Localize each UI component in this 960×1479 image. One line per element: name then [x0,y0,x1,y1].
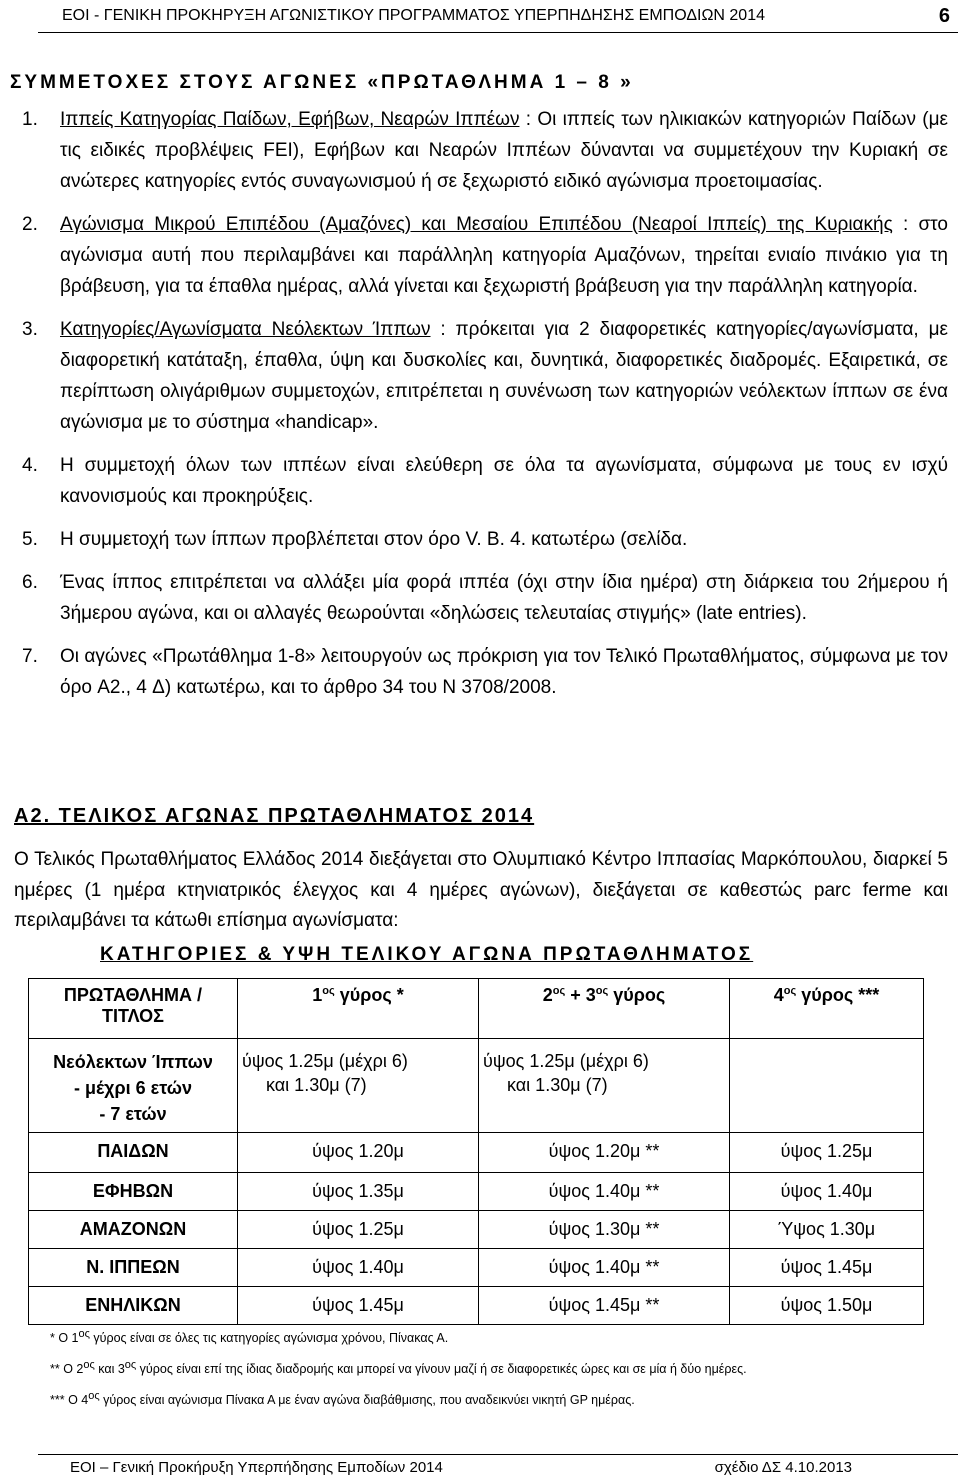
footnote-sup: ος [83,1359,95,1372]
table-row [29,1039,924,1133]
table-row [29,1133,924,1173]
row-label: Ν. ΙΠΠΕΩΝ [29,1249,238,1287]
footnote-text: γύρος είναι επί της ίδιας διαδρομής και μπορεί να γίνουν μαζί ή σε διαφορετικές ώρες και σε μία ή δύο ημέρες. [136,1362,747,1377]
table-row [29,1211,924,1249]
footnote-2 [50,1359,747,1376]
item-text [60,314,948,438]
table-cell [238,1039,479,1133]
row-label: ΕΦΗΒΩΝ [29,1173,238,1211]
list-item-7 [22,641,948,703]
item-number: 3. [22,319,38,340]
table-row [29,1249,924,1287]
list-item-5 [22,524,948,555]
categories-table [28,978,924,1325]
item-number: 6. [22,572,38,593]
table-cell: ύψος 1.25μ [730,1133,924,1173]
table-footnotes [50,1328,747,1421]
table-cell: ύψος 1.25μ [238,1211,479,1249]
column-header-title [29,979,238,1039]
item-text [60,104,948,197]
row-label: ΑΜΑΖΟΝΩΝ [29,1211,238,1249]
table-header-row [29,979,924,1039]
row-label: ΠΑΙΔΩΝ [29,1133,238,1173]
list-item-1 [22,104,948,197]
list-item-3 [22,314,948,438]
footnote-text: γύρος είναι αγώνισμα Πίνακα Α με έναν αγώνα διαβάθμισης, που αναδεικνύει νικητή GP ημέρας. [99,1393,635,1408]
item-lead: Κατηγορίες/Αγωνίσματα Νεόλεκτων Ίππων [60,319,431,340]
item-number: 1. [22,109,38,130]
header-text: γύρος * [334,985,404,1005]
row-label-line: Νεόλεκτων Ίππων [53,1052,213,1072]
column-header-round-4 [730,979,924,1039]
cell-line: ύψος 1.25μ (μέχρι 6) [483,1051,649,1071]
header-sup: ος [783,985,797,997]
a2-paragraph: Ο Τελικός Πρωταθλήματος Ελλάδος 2014 διεξάγεται στο Ολυμπιακό Κέντρο Ιππασίας Μαρκόπουλου, διαρκεί 5 ημέρες (1 ημέρα κτηνιατρικός έλεγχος και 4 ημέρες αγώνων), διεξάγεται σε καθεστώς parc ferme και περιλαμβάνει τα κάτωθι επίσημα αγωνίσματα: [14,849,948,931]
footnote-1 [50,1328,747,1345]
item-body: : πρόκειται για 2 διαφορετικές κατηγορίες/αγωνίσματα, με διαφορετική κατάταξη, έπαθλα, ύψη και δυσκολίες και, δυνητικά, διαφορετικές διαδρομές. Εξαιρετικά, σε περίπτωση ολιγάριθμων συμμετοχών, επιτρέπεται η συνένωση των κατηγοριών νεόλεκτων ίππων σε ένα αγώνισμα με το σύστημα «handicap». [60,319,948,433]
table-cell: ύψος 1.40μ [238,1249,479,1287]
item-number: 2. [22,214,38,235]
header-sup: ος [552,985,566,997]
list-item-4 [22,450,948,512]
cell-line: και 1.30μ (7) [507,1075,608,1095]
item-body: Η συμμετοχή των ίππων προβλέπεται στον όρο V. B. 4. κατωτέρω (σελίδα. [60,529,688,550]
item-number: 7. [22,646,38,667]
column-header-round-1 [238,979,479,1039]
footnote-sup: ος [78,1328,90,1340]
footnote-sup: ος [124,1359,137,1372]
item-lead: Ιππείς Κατηγορίας Παίδων, Εφήβων, Νεαρών Ιππέων [60,109,520,130]
footnote-sup: ος [88,1390,100,1403]
item-text [60,209,948,302]
section-heading: ΣΥΜΜΕΤΟΧΕΣ ΣΤΟΥΣ ΑΓΩΝΕΣ «ΠΡΩΤΑΘΛΗΜΑ 1 – 8 » [10,72,634,93]
table-cell: ύψος 1.45μ [730,1249,924,1287]
footnote-text: * Ο 1 [50,1331,79,1346]
table-cell: ύψος 1.50μ [730,1287,924,1325]
page-footer [38,1454,958,1479]
footnote-text: γύρος είναι σε όλες τις κατηγορίες αγώνισμα χρόνου, Πίνακας Α. [89,1331,449,1346]
table-title: ΚΑΤΗΓΟΡΙΕΣ & ΥΨΗ ΤΕΛΙΚΟΥ ΑΓΩΝΑ ΠΡΩΤΑΘΛΗΜΑΤΟΣ [100,944,754,965]
item-body: Οι αγώνες «Πρωτάθλημα 1-8» λειτουργούν ως πρόκριση για τον Τελικό Πρωταθλήματος, σύμφωνα με τον όρο A2., 4 Δ) κατωτέρω, και το άρθρο 34 του Ν 3708/2008. [60,646,948,698]
header-text: 4 [773,985,784,1005]
header-text: γύρος *** [796,985,880,1005]
row-label-line: - 7 ετών [99,1104,167,1124]
item-number: 4. [22,455,38,476]
footnote-text: και 3 [94,1362,125,1377]
table-row [29,1287,924,1325]
row-label [29,1039,238,1133]
table-row [29,1173,924,1211]
footnote-text: ** Ο 2 [50,1362,84,1377]
table-cell: Ύψος 1.30μ [730,1211,924,1249]
table-cell: ύψος 1.40μ ** [479,1249,730,1287]
table-cell: ύψος 1.20μ [238,1133,479,1173]
cell-line: ύψος 1.25μ (μέχρι 6) [242,1051,408,1071]
header-sup: ος [595,985,609,997]
table-cell [730,1039,924,1133]
item-body: Η συμμετοχή όλων των ιππέων είναι ελεύθερη σε όλα τα αγωνίσματα, σύμφωνα με τους εν ισχύ κανονισμούς και προκηρύξεις. [60,455,948,507]
table-cell [479,1039,730,1133]
header-sup: ος [322,985,335,997]
participation-list [22,104,948,715]
item-body: : Οι ιππείς των ηλικιακών κατηγοριών Παίδων (με τις ειδικές προβλέψεις FEI), Εφήβων και Νεαρών Ιππέων δύνανται να συμμετέχουν την Κυριακή σε ανώτερες κατηγορίες εντός συναγωνισμού ή σε ξεχωριστό ειδικό αγώνισμα προετοιμασίας. [60,109,949,192]
table-cell: ύψος 1.40μ [730,1173,924,1211]
footnote-3 [50,1390,747,1407]
header-text: γύρος [608,985,666,1005]
header-text: + 3 [565,985,596,1005]
header-text: ΠΡΩΤΑΘΛΗΜΑ / [63,985,203,1005]
row-label-line: - μέχρι 6 ετών [74,1078,192,1098]
table-cell: ύψος 1.40μ ** [479,1173,730,1211]
list-item-6 [22,567,948,629]
cell-line: και 1.30μ (7) [266,1075,367,1095]
footnote-text: *** Ο 4 [50,1393,89,1408]
row-label: ΕΝΗΛΙΚΩΝ [29,1287,238,1325]
page-number: 6 [938,5,950,27]
list-item-2 [22,209,948,302]
table-cell: ύψος 1.30μ ** [479,1211,730,1249]
item-body: : στο αγώνισμα αυτή που περιλαμβάνει και παράλληλη κατηγορία Αμαζόνων, τηρείται ενιαίο πινάκιο για τη βράβευση, για τα έπαθλα ημέρας, αλλά γίνεται και ξεχωριστή βράβευση για την παράλληλη κατηγορία. [60,214,948,297]
table-cell: ύψος 1.20μ ** [479,1133,730,1173]
footer-right: σχέδιο ΔΣ 4.10.2013 [714,1459,852,1476]
header-text: ΤΙΤΛΟΣ [102,1006,164,1026]
item-number: 5. [22,529,38,550]
footer-left: ΕΟΙ – Γενική Προκήρυξη Υπερπήδησης Εμποδίων 2014 [70,1459,443,1476]
header-text: 2 [542,985,553,1005]
a2-heading: Α2. ΤΕΛΙΚΟΣ ΑΓΩΝΑΣ ΠΡΩΤΑΘΛΗΜΑΤΟΣ 2014 [14,805,535,827]
table-cell: ύψος 1.45μ ** [479,1287,730,1325]
table-cell: ύψος 1.45μ [238,1287,479,1325]
header-text: 1 [312,985,323,1005]
header-title: ΕΟΙ - ΓΕΝΙΚΗ ΠΡΟΚΗΡΥΞΗ ΑΓΩΝΙΣΤΙΚΟΥ ΠΡΟΓΡΑΜΜΑΤΟΣ ΥΠΕΡΠΗΔΗΣΗΣ ΕΜΠΟΔΙΩΝ 2014 [62,7,765,24]
page-header [38,2,958,33]
item-body: Ένας ίππος επιτρέπεται να αλλάξει μία φορά ιππέα (όχι στην ίδια ημέρα) στη διάρκεια του 2ήμερου ή 3ήμερου αγώνα, και οι αλλαγές θεωρούνται «δηλώσεις τελευταίας στιγμής» (late entries). [60,572,948,624]
item-lead: Αγώνισμα Μικρού Επιπέδου (Αμαζόνες) και Μεσαίου Επιπέδου (Νεαροί Ιππείς) της Κυριακής [60,214,893,235]
column-header-round-2-3 [479,979,730,1039]
table-cell: ύψος 1.35μ [238,1173,479,1211]
